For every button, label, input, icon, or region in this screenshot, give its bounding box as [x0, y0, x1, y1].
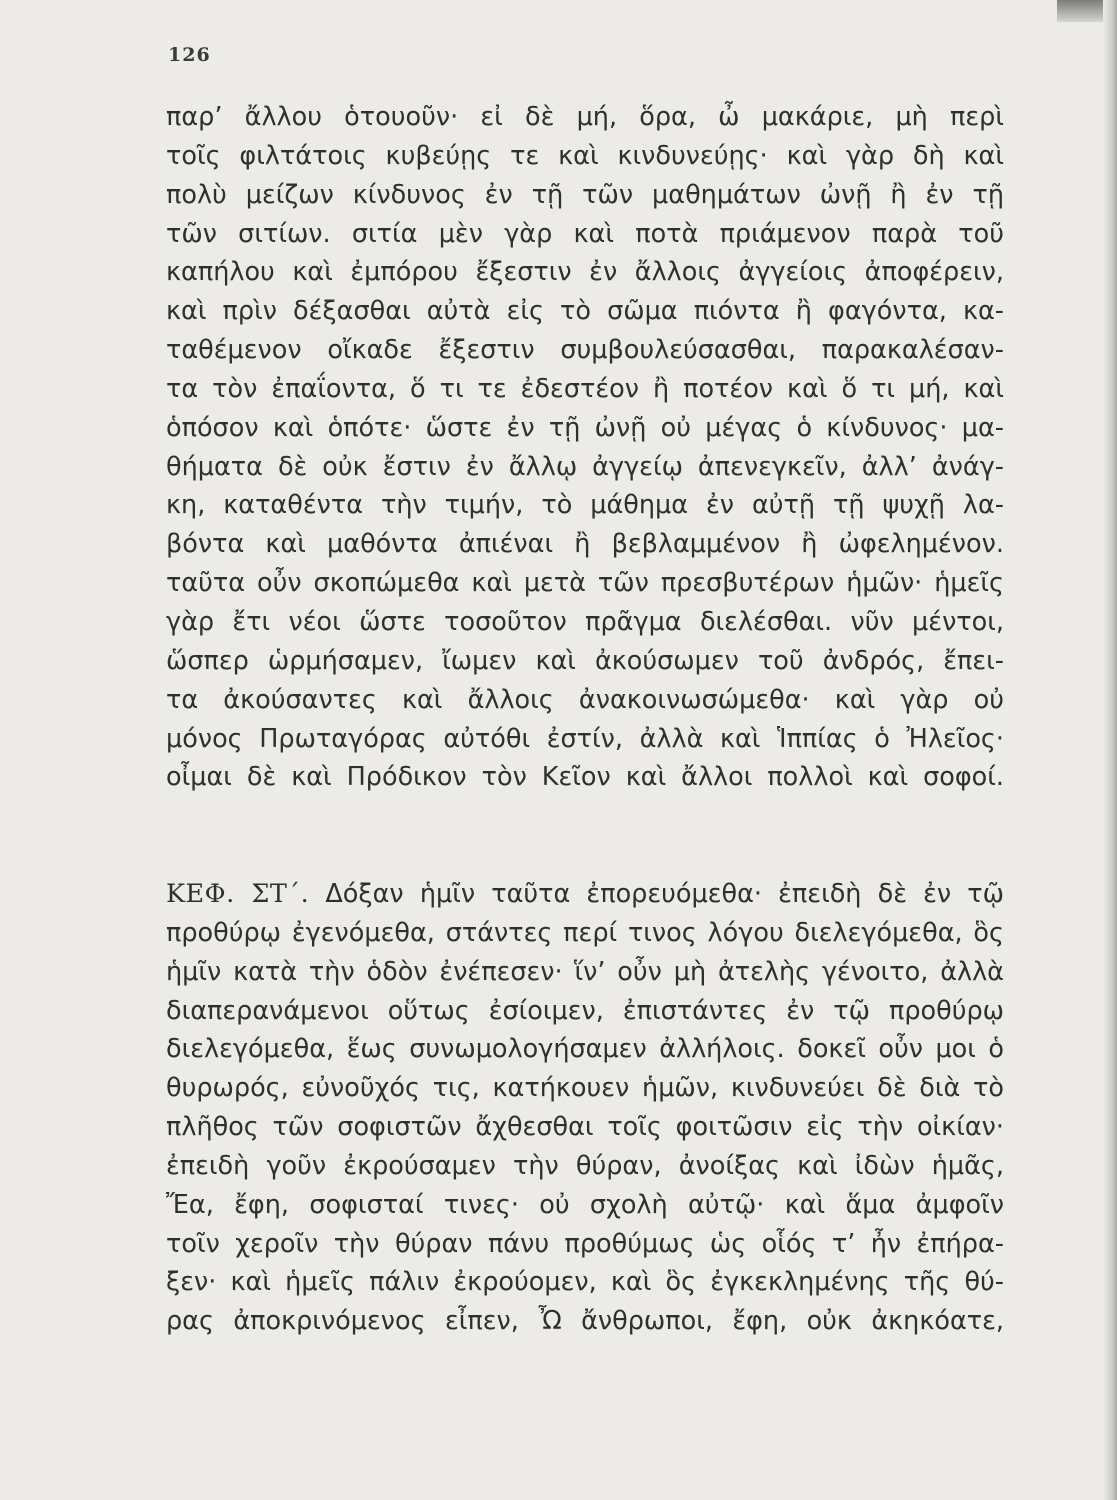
text-line-first	[166, 875, 1004, 914]
text-line: παρ’ ἄλλου ὁτουοῦν· εἰ δὲ μή, ὅρα, ὦ μακάριε, μὴ περὶ	[166, 102, 1004, 132]
text-line: τῶν σιτίων. σιτία μὲν γὰρ καὶ ποτὰ πριάμενον παρὰ τοῦ	[166, 218, 1004, 249]
text-line: ἐπειδὴ γοῦν ἐκρούσαμεν τὴν θύραν, ἀνοίξας καὶ ἰδὼν ἡμᾶς,	[166, 1150, 1004, 1181]
chapter-label: ΚΕΦ. ΣΤ΄.	[166, 879, 310, 909]
text-line: ὁπόσον καὶ ὁπότε· ὥστε ἐν τῇ ὠνῇ οὐ μέγας ὁ κίνδυνος· μα-	[166, 412, 1004, 443]
text-line: καπήλου καὶ ἐμπόρου ἔξεστιν ἐν ἄλλοις ἀγγείοις ἀποφέρειν,	[166, 257, 1004, 288]
text-line: Ἔα, ἔφη, σοφισταί τινες· οὐ σχολὴ αὐτῷ· καὶ ἅμα ἀμφοῖν	[166, 1189, 1004, 1220]
text-line: ὥσπερ ὡρμήσαμεν, ἴωμεν καὶ ἀκούσωμεν τοῦ ἀνδρός, ἔπει-	[166, 645, 1004, 676]
text-line: καὶ πρὶν δέξασθαι αὐτὰ εἰς τὸ σῶμα πιόντα ἢ φαγόντα, κα-	[166, 296, 1004, 327]
paragraph-2	[166, 875, 1004, 1341]
text-line: πολὺ μείζων κίνδυνος ἐν τῇ τῶν μαθημάτων ὠνῇ ἢ ἐν τῇ	[166, 179, 1004, 210]
text-line: θήματα δὲ οὐκ ἔστιν ἐν ἄλλῳ ἀγγείῳ ἀπενεγκεῖν, ἀλλ’ ἀνάγ-	[166, 451, 1004, 482]
text-line: διαπερανάμενοι οὕτως ἐσίοιμεν, ἐπιστάντες ἐν τῷ προθύρῳ	[166, 995, 1004, 1026]
text-line: ξεν· καὶ ἡμεῖς πάλιν ἐκρούομεν, καὶ ὃς ἐγκεκλημένης τῆς θύ-	[166, 1267, 1004, 1298]
text-line: πλῆθος τῶν σοφιστῶν ἄχθεσθαι τοῖς φοιτῶσιν εἰς τὴν οἰκίαν·	[166, 1112, 1004, 1143]
text-line: μόνος Πρωταγόρας αὐτόθι ἐστίν, ἀλλὰ καὶ Ἱππίας ὁ Ἠλεῖος·	[166, 723, 1004, 754]
first-line-text: Δόξαν ἡμῖν ταῦτα ἐπορευόμεθα· ἐπειδὴ δὲ ἐν τῷ	[309, 879, 1004, 909]
text-line: διελεγόμεθα, ἕως συνωμολογήσαμεν ἀλλήλοις. δοκεῖ οὖν μοι ὁ	[166, 1034, 1004, 1065]
text-line: τα τὸν ἐπαΐοντα, ὅ τι τε ἐδεστέον ἢ ποτέον καὶ ὅ τι μή, καὶ	[166, 373, 1004, 404]
scan-edge-shadow	[1103, 0, 1117, 1500]
text-line: ἡμῖν κατὰ τὴν ὁδὸν ἐνέπεσεν· ἵν’ οὖν μὴ ἀτελὴς γένοιτο, ἀλλὰ	[166, 956, 1004, 987]
text-line: ταθέμενον οἴκαδε ἔξεστιν συμβουλεύσασθαι, παρακαλέσαν-	[166, 335, 1004, 366]
text-line: γὰρ ἔτι νέοι ὥστε τοσοῦτον πρᾶγμα διελέσθαι. νῦν μέντοι,	[166, 606, 1004, 637]
text-line: ρας ἀποκρινόμενος εἶπεν, Ὦ ἄνθρωποι, ἔφη, οὐκ ἀκηκόατε,	[166, 1306, 1004, 1337]
text-line: κη, καταθέντα τὴν τιμήν, τὸ μάθημα ἐν αὐτῇ τῇ ψυχῇ λα-	[166, 490, 1004, 521]
text-line: τα ἀκούσαντες καὶ ἄλλοις ἀνακοινωσώμεθα· καὶ γὰρ οὐ	[166, 684, 1004, 715]
text-line: βόντα καὶ μαθόντα ἀπιέναι ἢ βεβλαμμένον ἢ ὠφελημένον.	[166, 529, 1004, 560]
text-line: προθύρῳ ἐγενόμεθα, στάντες περί τινος λόγου διελεγόμεθα, ὃς	[166, 917, 1004, 948]
text-line: τοῖς φιλτάτοις κυβεύῃς τε καὶ κινδυνεύῃς· καὶ γὰρ δὴ καὶ	[166, 140, 1004, 171]
page-number: 126	[168, 44, 211, 66]
text-line: θυρωρός, εὐνοῦχός τις, κατήκουεν ἡμῶν, κινδυνεύει δὲ διὰ τὸ	[166, 1073, 1004, 1104]
text-line: ταῦτα οὖν σκοπώμεθα καὶ μετὰ τῶν πρεσβυτέρων ἡμῶν· ἡμεῖς	[166, 568, 1004, 599]
text-line: οἶμαι δὲ καὶ Πρόδικον τὸν Κεῖον καὶ ἄλλοι πολλοὶ καὶ σοφοί.	[166, 762, 1004, 793]
text-line: τοῖν χεροῖν τὴν θύραν πάνυ προθύμως ὡς οἷός τ’ ἦν ἐπήρα-	[166, 1228, 1004, 1259]
paragraph-1	[166, 98, 1004, 797]
